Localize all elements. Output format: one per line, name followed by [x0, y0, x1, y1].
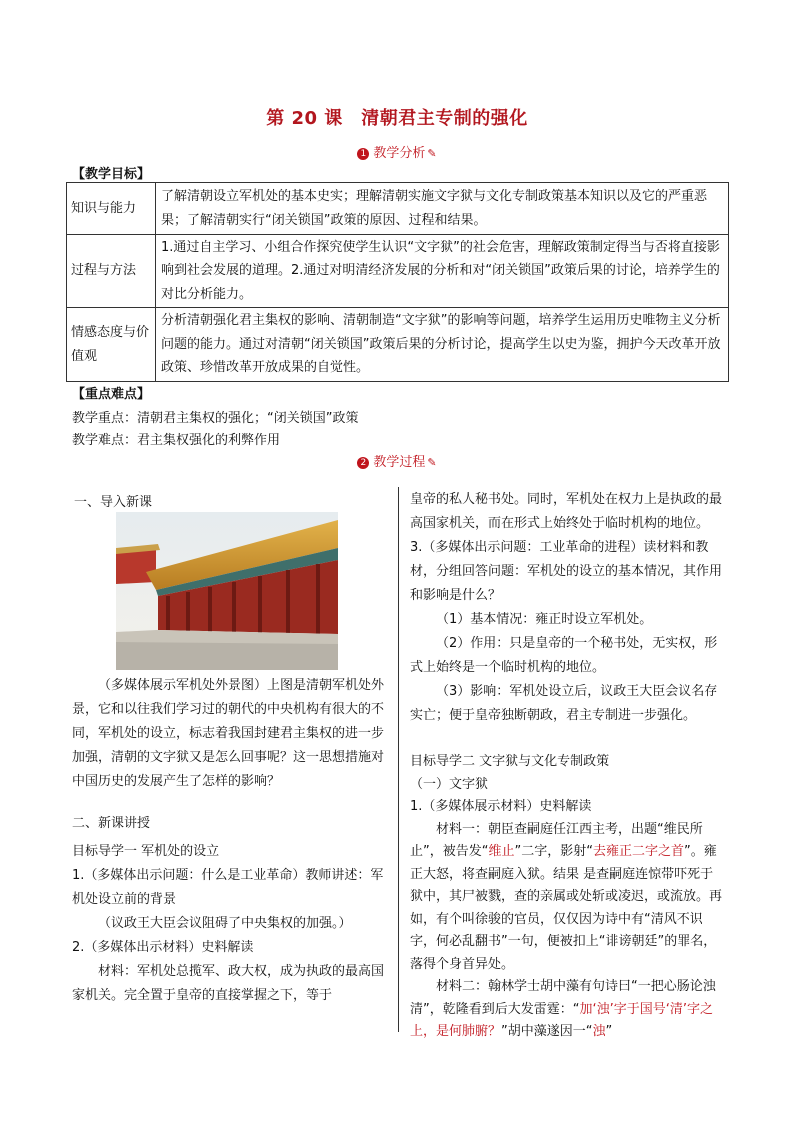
question-one-note: （议政王大臣会议阻碍了中央集权的加强。）	[98, 916, 352, 931]
question-four: 1.（多媒体展示材料）史料解读	[410, 799, 592, 814]
intro-paragraph	[72, 674, 384, 794]
material-one-part: 材料一：朝臣查嗣庭任江西主考，出题“维民所止”，被告发“	[410, 821, 703, 859]
right-column	[410, 488, 722, 728]
section-process-heading	[0, 451, 794, 470]
guide-one-heading: 目标导学一 军机处的设立	[72, 844, 220, 859]
material-two-highlight: 浊	[592, 1024, 606, 1039]
material-one	[410, 819, 722, 977]
guide-two-heading: 目标导学二 文字狱与文化专制政策	[410, 754, 610, 769]
objectives-table	[66, 182, 729, 382]
table-row	[67, 235, 729, 308]
section-number-badge: 1	[357, 148, 369, 160]
section-number-badge: 2	[357, 457, 369, 469]
grand-council-building-image	[116, 512, 338, 670]
objective-name: 知识与能力	[67, 183, 156, 235]
material-text: 材料：军机处总揽军、政大权，成为执政的最高国家机关。完全置于皇帝的直接掌握之下，等于	[72, 964, 385, 1003]
answer-one: （1）基本情况：雍正时设立军机处。	[436, 612, 653, 627]
objective-text: 了解清朝设立军机处的基本史实；理解清朝实施文字狱与文化专制政策基本知识以及它的严重恶果；了解清朝实行“闭关锁国”政策的原因、过程和结果。	[156, 183, 729, 235]
key-points-label: 【重点难点】	[72, 387, 151, 402]
table-row	[67, 183, 729, 235]
question-three: 3.（多媒体出示问题：工业革命的进程）读材料和教材，分组回答问题：军机处的设立的基本情况，其作用和影响是什么？	[410, 540, 723, 603]
material-one-highlight: 去雍正二字之首	[592, 844, 684, 859]
material-two-part: ”	[605, 1024, 613, 1039]
grand-council-photo	[116, 512, 338, 670]
subsection-heading: （一）文字狱	[410, 776, 489, 792]
answer-two: （2）作用：只是皇帝的一个秘书处，无实权，形式上始终是一个临时机构的地位。	[410, 636, 718, 675]
section-process-label: 教学过程	[373, 455, 426, 470]
material-two-part: ”胡中藻遂因一“	[501, 1024, 593, 1039]
pencil-icon: ✎	[427, 147, 437, 160]
objectives-label: 【教学目标】	[72, 167, 151, 182]
objective-text: 分析清朝强化君主集权的影响、清朝制造“文字狱”的影响等问题，培养学生运用历史唯物主义分析问题的能力。通过对清朝“闭关锁国”政策后果的分析讨论，提高学生以史为鉴，拥护今天改革开放政策、珍惜改革开放成果的自觉性。	[156, 308, 729, 382]
answer-three: （3）影响：军机处设立后，议政王大臣会议名存实亡；便于皇帝独断朝政，君主专制进一步强化。	[410, 684, 718, 723]
material-two-part: 材料二：翰林学士胡中藻有句诗曰“一把心肠论浊清”，乾隆看到后大发雷霆：“	[410, 979, 716, 1017]
material-two-highlight: 加‘浊’字于国号‘清’字之上，是何肺腑？	[410, 1001, 714, 1039]
intro-heading: 一、导入新课	[74, 495, 153, 510]
table-row	[67, 308, 729, 382]
column-divider	[398, 487, 399, 1032]
objective-name: 情感态度与价值观	[67, 308, 156, 382]
question-two: 2.（多媒体出示材料）史料解读	[72, 940, 254, 955]
continued-text: 皇帝的私人秘书处。同时，军机处在权力上是执政的最高国家机关，而在形式上始终处于临时机构的地位。	[410, 492, 723, 531]
page-title: 第 20 课 清朝君主专制的强化	[266, 108, 528, 129]
key-points: 教学重点：清朝君主集权的强化；“闭关锁国”政策	[72, 411, 359, 426]
material-one-part: ”二字，影射“	[514, 844, 593, 859]
question-one: 1.（多媒体出示问题：什么是工业革命）教师讲述：军机处设立前的背景	[72, 868, 384, 907]
new-lesson-heading: 二、新课讲授	[72, 816, 151, 831]
new-lesson-block	[72, 812, 384, 1008]
right-column-lower	[410, 751, 722, 1044]
objective-name: 过程与方法	[67, 235, 156, 308]
section-analysis-label: 教学分析	[373, 146, 426, 161]
material-one-part: ”。雍正大怒，将查嗣庭入狱。结果 是查嗣庭连惊带吓死于狱中，其尸被戮，查的亲属或处斩或凌迟，或流放。再如，有个叫徐骏的官员，仅仅因为诗中有“清风不识字，何必乱翻书”一句，便被扣上“诽谤朝廷”的罪名，落得个身首异处。	[410, 844, 723, 972]
pencil-icon: ✎	[427, 456, 437, 469]
difficult-points: 教学难点：君主集权强化的利弊作用	[72, 433, 281, 448]
section-analysis-heading	[0, 142, 794, 161]
intro-text: （多媒体展示军机处外景图）上图是清朝军机处外景，它和以往我们学习过的朝代的中央机构有很大的不同，军机处的设立，标志着我国封建君主集权的进一步加强，清朝的文字狱又是怎么回事呢？这一思想措施对中国历史的发展产生了怎样的影响？	[72, 678, 385, 789]
objective-text: 1.通过自主学习、小组合作探究使学生认识“文字狱”的社会危害，理解政策制定得当与否将直接影响到社会发展的道理。2.通过对明清经济发展的分析和对“闭关锁国”政策后果的讨论，培养学生的对比分析能力。	[156, 235, 729, 308]
material-two	[410, 976, 722, 1044]
material-one-highlight: 维止	[488, 844, 515, 859]
